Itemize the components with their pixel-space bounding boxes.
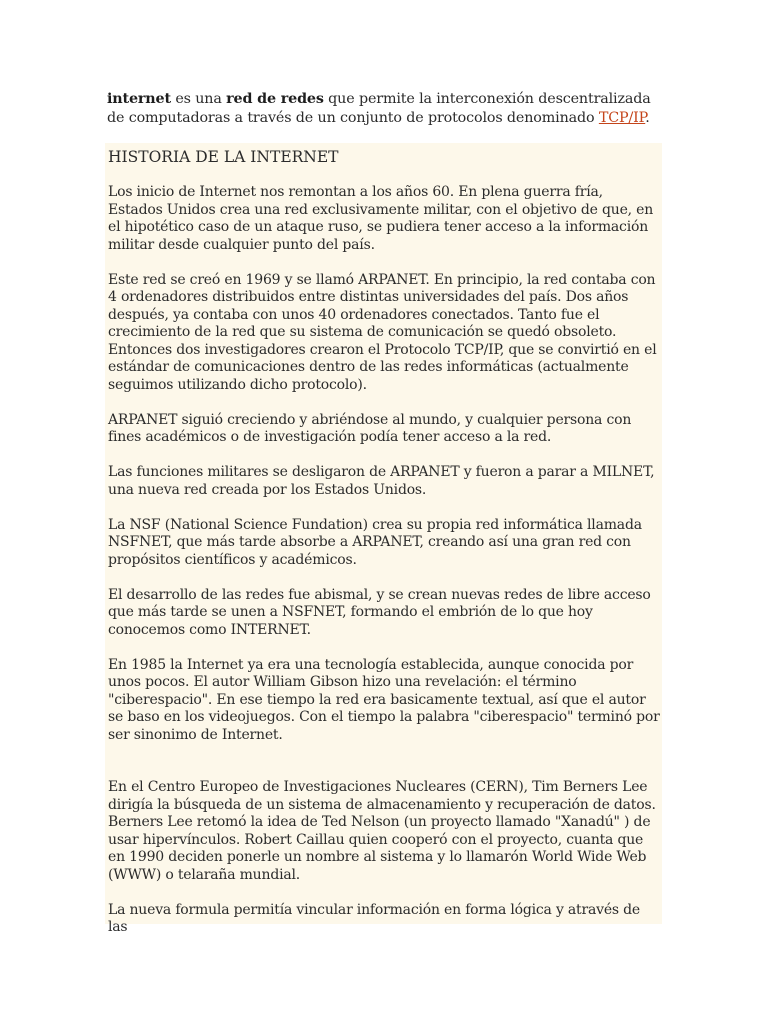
history-paragraph: Las funciones militares se desligaron de ARPANET y fueron a parar a MILNET, una nueva red creada por los Estados Unidos. xyxy=(108,464,655,498)
history-paragraph: ARPANET siguió creciendo y abriéndose al mundo, y cualquier persona con fines académicos o de investigación podía tener acceso a la red. xyxy=(108,411,632,445)
intro-text-2: que permite la interconexión descentralizada de computadoras a través de un conjunto de protocolos denominado xyxy=(107,91,651,126)
history-title: HISTORIA DE LA INTERNET xyxy=(108,148,339,166)
history-paragraph: La nueva formula permitía vincular información en forma lógica y através de las xyxy=(108,901,640,935)
history-paragraph: Los inicio de Internet nos remontan a los años 60. En plena guerra fría, Estados Unidos crea una red exclusivamente militar, con el objetivo de que, en el hipotético caso de un ataque ruso, se pudiera tener acceso a la información militar desde cualquier punto del país. xyxy=(108,184,654,253)
intro-text-3: . xyxy=(645,110,650,126)
history-section xyxy=(105,143,662,935)
history-paragraph: El desarrollo de las redes fue abismal, y se crean nuevas redes de libre acceso que más tarde se unen a NSFNET, formando el embrión de lo que hoy conocemos como INTERNET. xyxy=(108,586,651,638)
history-paragraph: En 1985 la Internet ya era una tecnología establecida, aunque conocida por unos pocos. El autor William Gibson hizo una revelación: el término "ciberespacio". En ese tiempo la red era basicamente textual, así que el autor se baso en los videojuegos. Con el tiempo la palabra "ciberespacio" terminó por ser sinonimo de Internet. xyxy=(108,656,660,743)
intro-term: internet xyxy=(107,91,171,107)
intro-bold-phrase: red de redes xyxy=(226,91,324,107)
intro-paragraph xyxy=(107,90,667,128)
history-paragraph: Este red se creó en 1969 y se llamó ARPANET. En principio, la red contaba con 4 ordenadores distribuidos entre distintas universidades del país. Dos años después, ya contaba con unos 40 ordenadores conectados. Tanto fue el crecimiento de la red que su sistema de comunicación se quedó obsoleto. Entonces dos investigadores crearon el Protocolo TCP/IP, que se convirtió en el estándar de comunicaciones dentro de las redes informáticas (actualmente seguimos utilizando dicho protocolo). xyxy=(108,271,657,393)
tcpip-link[interactable]: TCP/IP xyxy=(598,110,646,126)
history-paragraph: La NSF (National Science Fundation) crea su propia red informática llamada NSFNET, que más tarde absorbe a ARPANET, creando así una gran red con propósitos científicos y académicos. xyxy=(108,516,642,568)
history-paragraph: En el Centro Europeo de Investigaciones Nucleares (CERN), Tim Berners Lee dirigía la búsqueda de un sistema de almacenamiento y recuperación de datos. Berners Lee retomó la idea de Ted Nelson (un proyecto llamado "Xanadú" ) de usar hipervínculos. Robert Caillau quien cooperó con el proyecto, cuanta que en 1990 deciden ponerle un nombre al sistema y lo llamarón World Wide Web (WWW) o telaraña mundial. xyxy=(108,779,656,883)
intro-text-1: es una xyxy=(170,91,227,107)
